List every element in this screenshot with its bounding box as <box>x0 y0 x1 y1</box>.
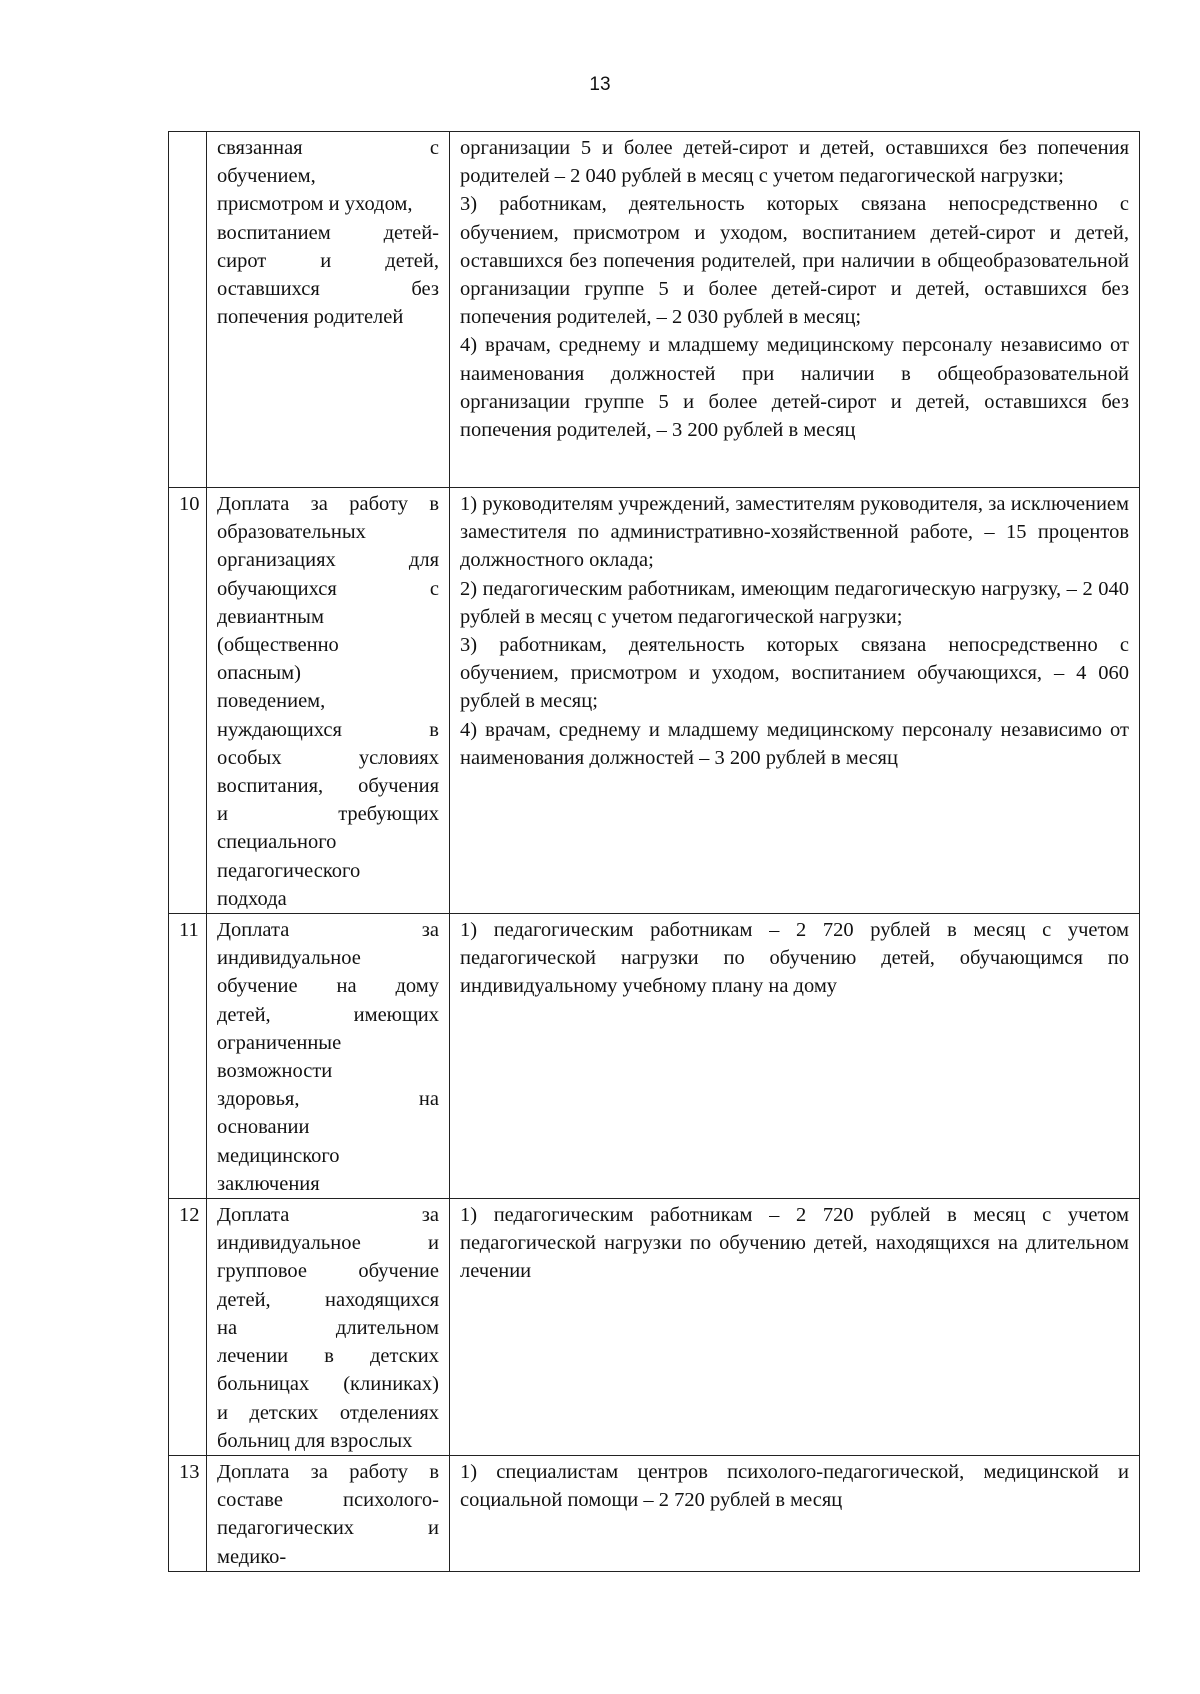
allowance-name-line: воспитания, обучения <box>217 775 439 798</box>
allowance-description <box>450 914 1140 1199</box>
description-paragraph: 3) работникам, деятельность которых связана непосредственно с обучением, присмотром и уходом, воспитанием обучающихся, – 4 060 рублей в месяц; <box>460 634 1129 713</box>
allowance-name-line: лечении в детских <box>217 1345 439 1368</box>
allowance-name-line: присмотром и уходом, <box>217 193 413 216</box>
row-number: 10 <box>169 488 207 914</box>
allowance-name-line: опасным) <box>217 662 301 685</box>
allowance-name-line: и детских отделениях <box>217 1401 439 1424</box>
allowance-name-line: индивидуальное и <box>217 1232 439 1255</box>
allowance-name <box>207 488 450 914</box>
description-paragraph: 2) педагогическим работникам, имеющим педагогическую нагрузку, – 2 040 рублей в месяц с учетом педагогической нагрузки; <box>460 577 1129 628</box>
allowance-name-line: Доплата за <box>217 919 439 942</box>
allowance-table <box>168 131 1140 1572</box>
description-paragraph: 1) специалистам центров психолого-педагогической, медицинской и социальной помощи – 2 720 рублей в месяц <box>460 1460 1129 1512</box>
allowance-name-line: обучение на дому <box>217 975 439 998</box>
row-number: 13 <box>169 1455 207 1571</box>
description-paragraph: 1) педагогическим работникам – 2 720 рублей в месяц с учетом педагогической нагрузки по обучению детей, находящихся на длительном лечении <box>460 1204 1129 1283</box>
description-paragraph: 1) педагогическим работникам – 2 720 рублей в месяц с учетом педагогической нагрузки по обучению детей, обучающимся по индивидуальному учебному плану на дому <box>460 919 1129 998</box>
allowance-name-line: больниц для взрослых <box>217 1429 413 1452</box>
allowance-name-line: Доплата за <box>217 1204 439 1227</box>
page-number: 13 <box>589 74 611 95</box>
allowance-name-line: детей, имеющих <box>217 1003 439 1026</box>
allowance-name-line: групповое обучение <box>217 1260 439 1283</box>
table-row <box>169 1199 1140 1456</box>
allowance-name-line: здоровья, на <box>217 1088 439 1111</box>
allowance-name-line: связанная с <box>217 137 439 159</box>
allowance-name <box>207 914 450 1199</box>
allowance-name-line: педагогического <box>217 859 361 882</box>
allowance-name-line: воспитанием детей- <box>217 221 439 244</box>
allowance-name-line: педагогических и <box>217 1517 439 1540</box>
allowance-description <box>450 132 1140 488</box>
allowance-name-line: основании <box>217 1116 310 1139</box>
description-paragraph: 4) врачам, среднему и младшему медицинскому персоналу независимо от наименования должностей при наличии в общеобразовательной организации группе 5 и более детей-сирот и детей, оставшихся без попечения родителей, – 3 200 рублей в месяц <box>460 334 1129 442</box>
allowance-name-line: оставшихся без <box>217 278 439 301</box>
row-number: 12 <box>169 1199 207 1456</box>
allowance-name-line: особых условиях <box>217 746 439 769</box>
allowance-description <box>450 488 1140 914</box>
allowance-name-line: заключения <box>217 1172 320 1195</box>
allowance-name-line: детей, находящихся <box>217 1288 439 1311</box>
allowance-name-line: больницах (клиниках) <box>217 1373 439 1396</box>
allowance-name-line: (общественно <box>217 634 339 657</box>
allowance-description <box>450 1455 1140 1571</box>
allowance-name-line: возможности <box>217 1060 333 1083</box>
allowance-name-line: и требующих <box>217 803 439 826</box>
table-row <box>169 914 1140 1199</box>
table-row <box>169 1455 1140 1571</box>
allowance-name-line: специального <box>217 831 337 854</box>
allowance-name-line: сирот и детей, <box>217 249 439 272</box>
allowance-name-line: ограниченные <box>217 1031 342 1054</box>
allowance-name-line: Доплата за работу в <box>217 1460 439 1483</box>
allowance-name-line: обучающихся с <box>217 577 439 600</box>
description-paragraph: 1) руководителям учреждений, заместителям руководителя, за исключением заместителя по административно-хозяйственной работе, – 15 процентов должностного оклада; <box>460 493 1129 572</box>
table-row <box>169 488 1140 914</box>
allowance-name-line: образовательных <box>217 521 366 544</box>
allowance-name-line: нуждающихся в <box>217 718 439 741</box>
allowance-name-line: организациях для <box>217 549 439 572</box>
allowance-name-line: составе психолого- <box>217 1489 439 1512</box>
row-number <box>169 132 207 488</box>
allowance-name-line: девиантным <box>217 605 324 628</box>
allowance-name <box>207 1455 450 1571</box>
allowance-description <box>450 1199 1140 1456</box>
description-paragraph: организации 5 и более детей-сирот и детей, оставшихся без попечения родителей – 2 040 рублей в месяц с учетом педагогической нагрузки; <box>460 137 1129 188</box>
allowance-name <box>207 132 450 488</box>
allowance-name-line: индивидуальное <box>217 947 361 970</box>
allowance-name-line: медико- <box>217 1545 287 1568</box>
allowance-name-line: обучением, <box>217 165 316 188</box>
allowance-name-line: Доплата за работу в <box>217 493 439 515</box>
description-paragraph: 3) работникам, деятельность которых связана непосредственно с обучением, присмотром и уходом, воспитанием детей-сирот и детей, оставшихся без попечения родителей, при наличии в общеобразовательной организации группе 5 и более детей-сирот и детей, оставшихся без попечения родителей, – 2 030 рублей в месяц; <box>460 193 1129 329</box>
allowance-name <box>207 1199 450 1456</box>
allowance-name-line: медицинского <box>217 1144 340 1167</box>
allowance-name-line: подхода <box>217 887 287 910</box>
allowance-name-line: поведением, <box>217 690 326 713</box>
allowance-name-line: попечения родителей <box>217 306 404 329</box>
table-row <box>169 132 1140 488</box>
allowance-name-line: на длительном <box>217 1316 439 1339</box>
description-paragraph: 4) врачам, среднему и младшему медицинскому персоналу независимо от наименования должностей – 3 200 рублей в месяц <box>460 718 1129 769</box>
row-number: 11 <box>169 914 207 1199</box>
